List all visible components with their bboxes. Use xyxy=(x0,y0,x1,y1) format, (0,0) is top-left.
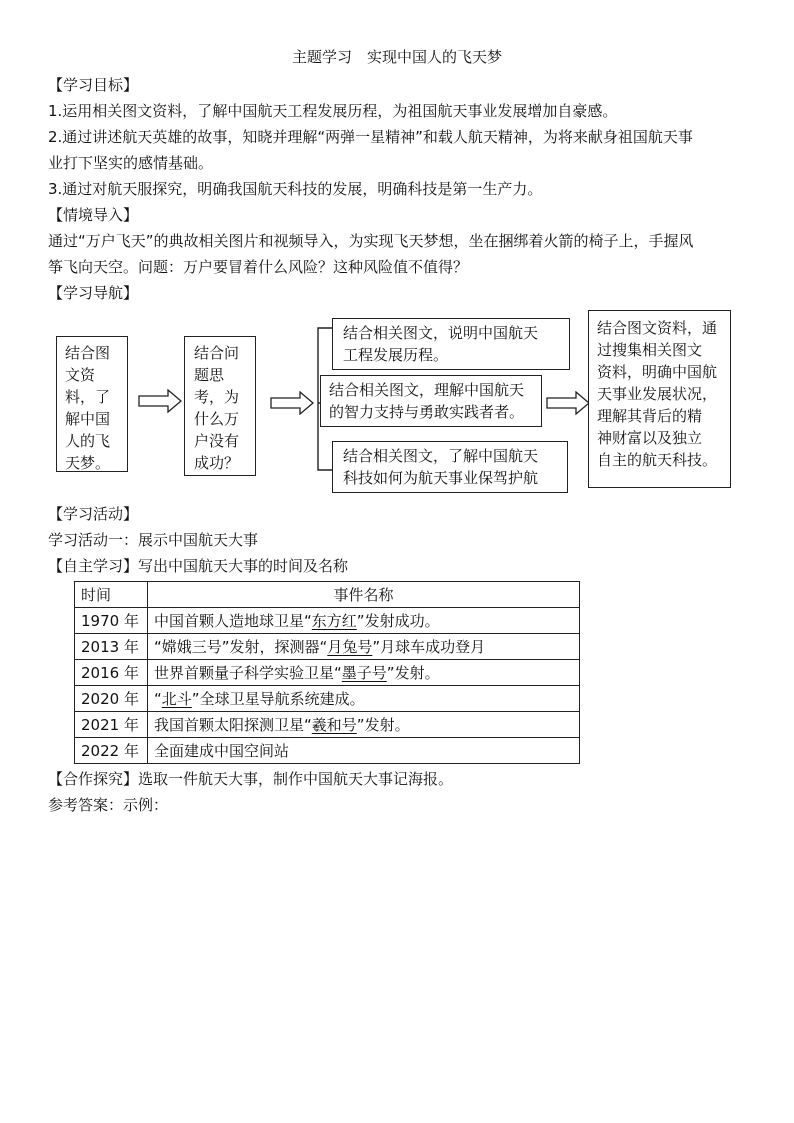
table-row xyxy=(75,608,580,634)
cell-event: 中国首颗人造地球卫星“东方红”发射成功。 xyxy=(148,608,580,634)
cell-event: “嫦娥三号”发射，探测器“月兔号”月球车成功登月 xyxy=(148,634,580,660)
table-row xyxy=(75,712,580,738)
goal-item: 1.运用相关图文资料，了解中国航天工程发展历程，为祖国航天事业发展增加自豪感。 xyxy=(48,102,618,120)
intro-header: 【情境导入】 xyxy=(48,206,139,224)
table-header-row xyxy=(75,582,580,608)
nav-box-3: 结合相关图文，说明中国航天 工程发展历程。 xyxy=(332,318,570,370)
coop-header: 【合作探究】选取一件航天大事，制作中国航天大事记海报。 xyxy=(48,770,454,788)
cell-year: 2013 年 xyxy=(75,634,148,660)
col-event: 事件名称 xyxy=(148,582,580,608)
nav-box-6: 结合图文资料，通 过搜集相关图文 资料，明确中国航 天事业发展状况， 理解其背后的精 神财富以及独立 自主的航天科技。 xyxy=(588,310,731,488)
nav-header: 【学习导航】 xyxy=(48,284,139,302)
table-row xyxy=(75,738,580,764)
cell-year: 2016 年 xyxy=(75,660,148,686)
goal-item: 3.通过对航天服探究，明确我国航天科技的发展，明确科技是第一生产力。 xyxy=(48,180,543,198)
arrow-right-icon xyxy=(138,389,182,413)
events-table xyxy=(74,581,580,764)
nav-box-4: 结合相关图文，理解中国航天 的智力支持与勇敢实践者者。 xyxy=(320,375,542,427)
cell-year: 2021 年 xyxy=(75,712,148,738)
activity-line: 学习活动一：展示中国航天大事 xyxy=(48,531,259,549)
table-row xyxy=(75,660,580,686)
arrow-right-icon xyxy=(546,391,590,415)
cell-event: 我国首颗太阳探测卫星“羲和号”发射。 xyxy=(148,712,580,738)
cell-year: 1970 年 xyxy=(75,608,148,634)
intro-line: 筝飞向天空。问题：万户要冒着什么风险？这种风险值不值得？ xyxy=(48,258,469,276)
cell-event: “北斗”全球卫星导航系统建成。 xyxy=(148,686,580,712)
self-study-header: 【自主学习】写出中国航天大事的时间及名称 xyxy=(48,557,349,575)
activity-header: 【学习活动】 xyxy=(48,505,139,523)
intro-line: 通过“万户飞天”的典故相关图片和视频导入，为实现飞天梦想，坐在捆绑着火箭的椅子上，手握风 xyxy=(48,232,694,250)
answer-label: 参考答案：示例： xyxy=(48,796,169,814)
page-title: 主题学习 实现中国人的飞天梦 xyxy=(291,48,502,66)
table-row xyxy=(75,634,580,660)
cell-year: 2022 年 xyxy=(75,738,148,764)
cell-year: 2020 年 xyxy=(75,686,148,712)
goal-item: 业打下坚实的感情基础。 xyxy=(48,154,214,172)
table-row xyxy=(75,686,580,712)
nav-box-5: 结合相关图文，了解中国航天 科技如何为航天事业保驾护航 xyxy=(332,441,568,493)
goal-item: 2.通过讲述航天英雄的故事，知晓并理解“两弹一星精神”和载人航天精神，为将来献身祖国航天事 xyxy=(48,128,693,146)
nav-box-1: 结合图 文资 料，了 解中国 人的飞 天梦。 xyxy=(56,336,128,472)
nav-box-2: 结合问 题思 考，为 什么万 户没有 成功？ xyxy=(184,336,256,476)
cell-event: 世界首颗量子科学实验卫星“墨子号”发射。 xyxy=(148,660,580,686)
cell-event: 全面建成中国空间站 xyxy=(148,738,580,764)
goals-header: 【学习目标】 xyxy=(48,76,139,94)
col-time: 时间 xyxy=(75,582,148,608)
